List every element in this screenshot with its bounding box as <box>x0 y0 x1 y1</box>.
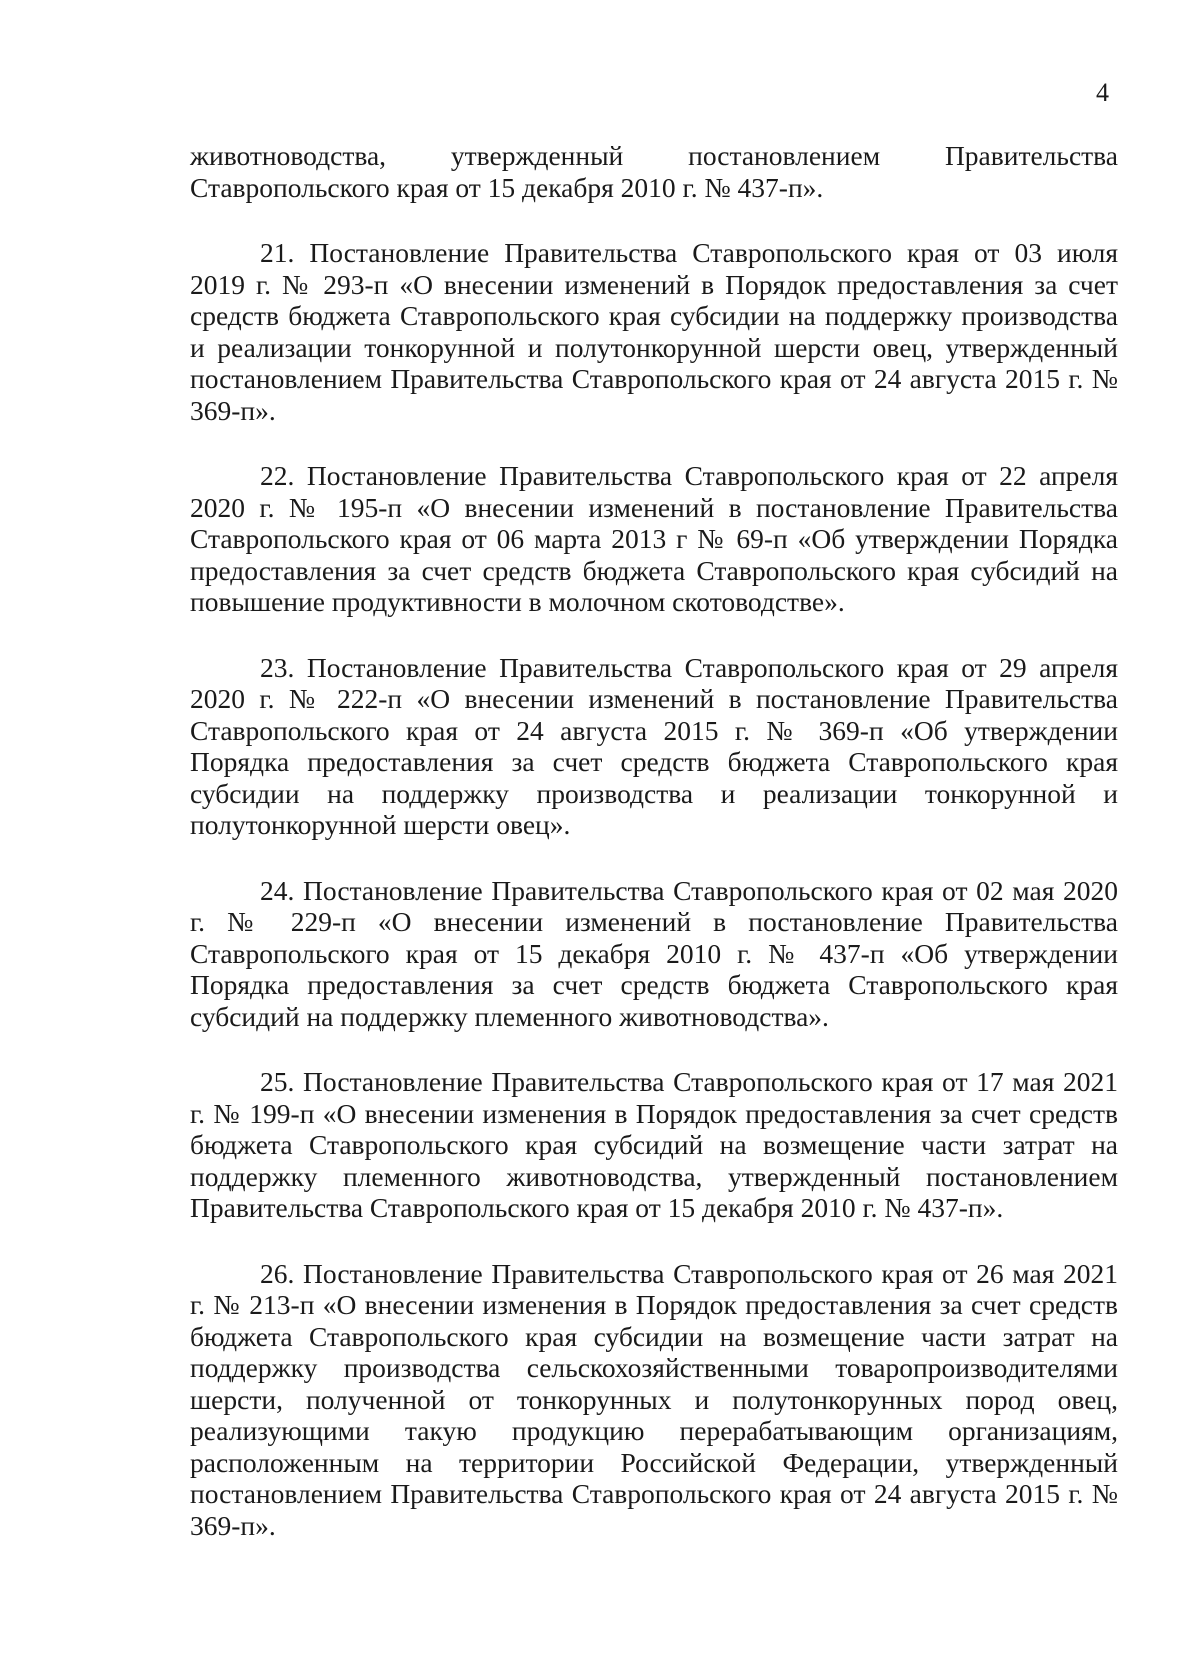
paragraph-continuation: животноводства, утвержденный постановлением Правительства Ставропольского края от 15 декабря 2010 г. № 437-п». <box>190 140 1118 203</box>
paragraph-item-23: 23. Постановление Правительства Ставропольского края от 29 апреля 2020 г. № 222-п «О внесении изменений в постановление Правительства Ставропольского края от 24 августа 2015 г. № 369-п «Об утверждении Порядка предоставления за счет средств бюджета Ставропольского края субсидии на поддержку производства и реализации тонкорунной и полутонкорунной шерсти овец». <box>190 651 1118 840</box>
paragraph-item-21: 21. Постановление Правительства Ставропольского края от 03 июля 2019 г. № 293-п «О внесении изменений в Порядок предоставления за счет средств бюджета Ставропольского края субсидии на поддержку производства и реализации тонкорунной и полутонкорунной шерсти овец, утвержденный постановлением Правительства Ставропольского края от 24 августа 2015 г. № 369-п». <box>190 237 1118 426</box>
paragraph-item-25: 25. Постановление Правительства Ставропольского края от 17 мая 2021 г. № 199-п «О внесении изменения в Порядок предоставления за счет средств бюджета Ставропольского края субсидий на возмещение части затрат на поддержку племенного животноводства, утвержденный постановлением Правительства Ставропольского края от 15 декабря 2010 г. № 437-п». <box>190 1066 1118 1223</box>
document-body <box>190 140 1118 1575</box>
page-number: 4 <box>1096 78 1109 107</box>
paragraph-item-22: 22. Постановление Правительства Ставропольского края от 22 апреля 2020 г. № 195-п «О внесении изменений в постановление Правительства Ставропольского края от 06 марта 2013 г № 69-п «Об утверждении Порядка предоставления за счет средств бюджета Ставропольского края субсидий на повышение продуктивности в молочном скотоводстве». <box>190 460 1118 617</box>
paragraph-item-26: 26. Постановление Правительства Ставропольского края от 26 мая 2021 г. № 213-п «О внесении изменения в Порядок предоставления за счет средств бюджета Ставропольского края субсидии на возмещение части затрат на поддержку производства сельскохозяйственными товаропроизводителями шерсти, полученной от тонкорунных и полутонкорунных пород овец, реализующими такую продукцию перерабатывающим организациям, расположенным на территории Российской Федерации, утвержденный постановлением Правительства Ставропольского края от 24 августа 2015 г. № 369-п». <box>190 1257 1118 1541</box>
paragraph-item-24: 24. Постановление Правительства Ставропольского края от 02 мая 2020 г. № 229-п «О внесении изменений в постановление Правительства Ставропольского края от 15 декабря 2010 г. № 437-п «Об утверждении Порядка предоставления за счет средств бюджета Ставропольского края субсидий на поддержку племенного животноводства». <box>190 874 1118 1032</box>
